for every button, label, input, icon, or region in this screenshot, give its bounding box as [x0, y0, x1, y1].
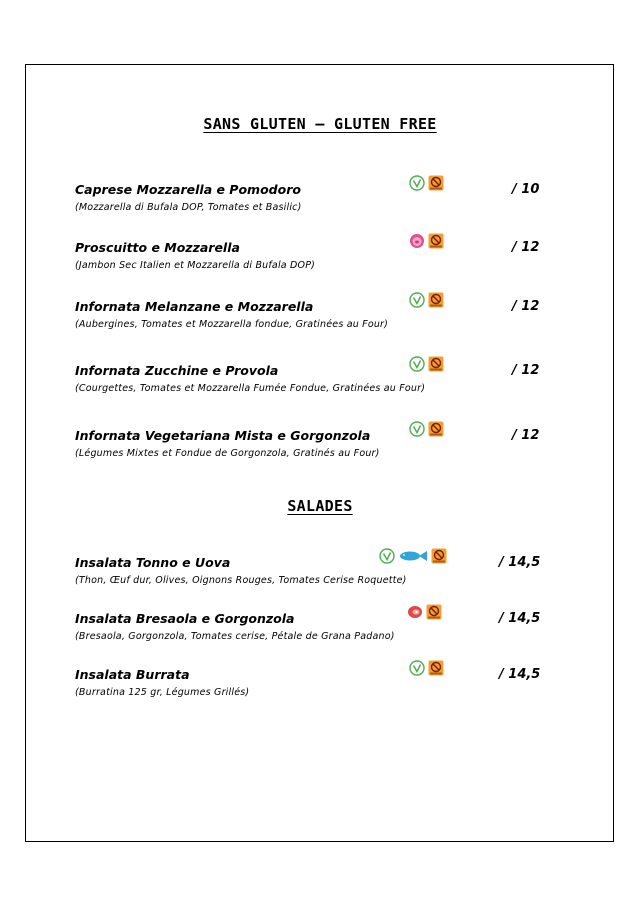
vegetarian-icon: [409, 421, 425, 437]
gluten-free-icon: [426, 604, 442, 620]
vegetarian-icon: [409, 175, 425, 191]
item-name: Infornata Zucchine e Provola: [75, 363, 279, 378]
vegetarian-icon: [409, 660, 425, 676]
item-description: (Thon, Œuf dur, Olives, Oignons Rouges, Tomates Cerise Roquette): [75, 575, 407, 586]
item-icons: [409, 659, 444, 677]
item-icons: [409, 420, 444, 438]
item-icons: [407, 603, 442, 621]
item-icons: [409, 291, 444, 309]
item-price: / 14,5: [499, 555, 541, 570]
fish-icon: [398, 549, 428, 563]
item-price: / 14,5: [499, 611, 541, 626]
item-icons: [409, 174, 444, 192]
item-name: Insalata Tonno e Uova: [75, 555, 231, 570]
item-price: / 12: [512, 299, 540, 314]
item-icons: [379, 547, 447, 565]
item-description: (Jambon Sec Italien et Mozzarella di Bufala DOP): [75, 260, 316, 271]
beef-icon: [407, 604, 423, 620]
vegetarian-icon: [409, 356, 425, 372]
item-name: Caprese Mozzarella e Pomodoro: [75, 182, 301, 197]
item-description: (Aubergines, Tomates et Mozzarella fondue, Gratinées au Four): [75, 319, 389, 330]
item-icons: [409, 232, 444, 250]
gluten-free-icon: [428, 233, 444, 249]
item-description: (Bresaola, Gorgonzola, Tomates cerise, Pétale de Grana Padano): [75, 631, 395, 642]
gluten-free-icon: [428, 660, 444, 676]
item-price: / 10: [512, 182, 540, 197]
vegetarian-icon: [379, 548, 395, 564]
item-description: (Courgettes, Tomates et Mozzarella Fumée Fondue, Gratinées au Four): [75, 383, 426, 394]
item-price: / 12: [512, 428, 540, 443]
section-title-salades: SALADES: [287, 497, 353, 515]
item-icons: [409, 355, 444, 373]
item-price: / 12: [512, 240, 540, 255]
item-name: Proscuitto e Mozzarella: [75, 240, 240, 255]
item-name: Insalata Burrata: [75, 667, 190, 682]
item-description: (Burratina 125 gr, Légumes Grillés): [75, 687, 250, 698]
item-price: / 14,5: [499, 667, 541, 682]
item-name: Insalata Bresaola e Gorgonzola: [75, 611, 295, 626]
gluten-free-icon: [431, 548, 447, 564]
gluten-free-icon: [428, 292, 444, 308]
item-name: Infornata Vegetariana Mista e Gorgonzola: [75, 428, 371, 443]
item-description: (Mozzarella di Bufala DOP, Tomates et Basilic): [75, 202, 302, 213]
item-name: Infornata Melanzane e Mozzarella: [75, 299, 314, 314]
item-price: / 12: [512, 363, 540, 378]
item-description: (Légumes Mixtes et Fondue de Gorgonzola, Gratinés au Four): [75, 448, 380, 459]
gluten-free-icon: [428, 421, 444, 437]
gluten-free-icon: [428, 175, 444, 191]
vegetarian-icon: [409, 292, 425, 308]
pork-icon: [409, 233, 425, 249]
section-title-gluten-free: SANS GLUTEN – GLUTEN FREE: [203, 115, 437, 133]
gluten-free-icon: [428, 356, 444, 372]
